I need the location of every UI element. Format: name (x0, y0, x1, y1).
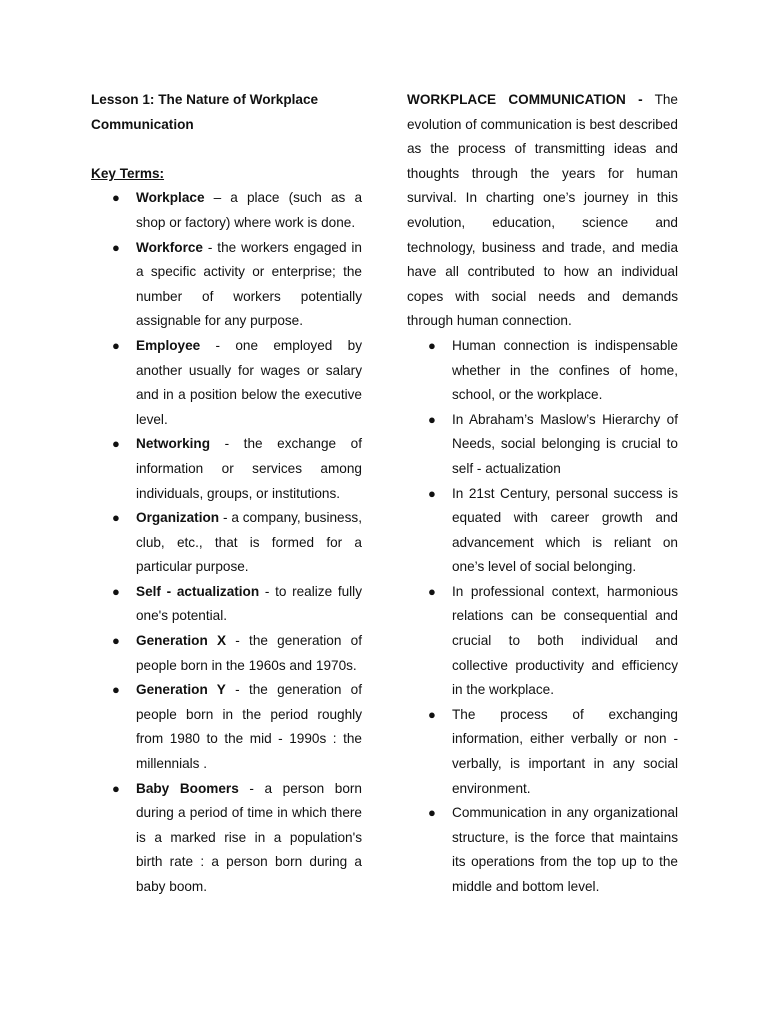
term-definition: – a place (such as a shop or factory) where work is done. (136, 190, 362, 230)
term-definition: - the exchange of information or services among individuals, groups, or institutions. (136, 436, 362, 501)
term-item (112, 678, 363, 776)
term-definition: - one employed by another usually for wages or salary and in a position below the executive level. (136, 337, 362, 427)
term-item (112, 186, 362, 235)
term-item (112, 777, 362, 900)
bullet-icon: ● (428, 805, 436, 821)
section-heading: WORKPLACE COMMUNICATION - (407, 92, 643, 107)
key-terms-list (112, 186, 363, 899)
term-name: Generation Y (136, 682, 226, 698)
term-name: Networking (136, 436, 211, 452)
point-item (428, 801, 678, 899)
bullet-icon: ● (428, 583, 436, 599)
term-definition: - a person born during a period of time in which there is a marked rise in a population's birth rate : a person born during a baby boom. (136, 780, 362, 894)
term-item (112, 629, 362, 678)
bullet-icon: ● (112, 239, 120, 255)
bullet-icon: ● (428, 337, 436, 353)
term-name: Organization (136, 510, 220, 526)
bullet-icon: ● (428, 485, 436, 501)
bullet-icon: ● (112, 633, 120, 649)
term-name: Baby Boomers (136, 780, 239, 796)
term-definition: - the generation of people born in the period roughly from 1980 to the mid - 1990s : the millennials . (136, 682, 363, 772)
point-item (428, 703, 678, 801)
term-name: Self - actualization (136, 583, 260, 599)
bullet-icon: ● (112, 583, 120, 599)
point-item (428, 580, 678, 703)
point-text: The process of exchanging information, either verbally or non - verbally, is important in any social environment. (452, 706, 678, 796)
term-item (112, 334, 362, 432)
lesson-title: Lesson 1: The Nature of Workplace Communication (91, 92, 319, 132)
term-name: Workplace (136, 190, 205, 206)
term-name: Workforce (136, 239, 203, 255)
point-item (428, 334, 678, 408)
key-terms-heading: Key Terms: (91, 165, 165, 181)
intro-text: The evolution of communication is best described as the process of transmitting ideas and thoughts through the years for human survival. In charting one’s journey in this evolution, education, science and technology, business and trade, and media have all contributed to how an individual copes with social needs and demands through human connection. (407, 92, 678, 329)
spacer (91, 137, 362, 162)
bullet-icon: ● (112, 682, 120, 698)
term-item (112, 580, 362, 629)
point-text: Communication in any organizational structure, is the force that maintains its operations from the top up to the middle and bottom level. (452, 805, 678, 894)
intro-paragraph (407, 88, 678, 334)
term-name: Generation X (136, 633, 227, 649)
bullet-icon: ● (428, 411, 436, 427)
term-definition: - the generation of people born in the 1960s and 1970s. (136, 633, 362, 673)
term-item (112, 432, 362, 506)
term-item (112, 506, 362, 580)
term-definition: - the workers engaged in a specific activity or enterprise; the number of workers potentially assignable for any purpose. (136, 239, 362, 329)
bullet-icon: ● (112, 337, 120, 353)
bullet-icon: ● (112, 190, 120, 206)
bullet-icon: ● (428, 706, 436, 722)
point-text: In 21st Century, personal success is equated with career growth and advancement which is reliant on one’s level of social belonging. (452, 485, 678, 575)
term-item (112, 236, 362, 334)
points-list (428, 334, 678, 900)
bullet-icon: ● (112, 510, 120, 526)
bullet-icon: ● (112, 436, 120, 452)
left-column (91, 88, 362, 900)
point-item (428, 482, 678, 580)
point-text: In professional context, harmonious relations can be consequential and crucial to both individual and collective productivity and efficiency in the workplace. (452, 583, 678, 698)
bullet-icon: ● (112, 780, 120, 796)
point-text: In Abraham’s Maslow’s Hierarchy of Needs, social belonging is crucial to self - actualization (452, 411, 678, 476)
point-text: Human connection is indispensable whether in the confines of home, school, or the workplace. (452, 337, 678, 403)
point-item (428, 408, 678, 482)
term-definition: - a company, business, club, etc., that is formed for a particular purpose. (136, 510, 362, 575)
term-definition: - to realize fully one's potential. (136, 583, 362, 624)
term-name: Employee (136, 337, 201, 353)
right-column (407, 88, 678, 900)
